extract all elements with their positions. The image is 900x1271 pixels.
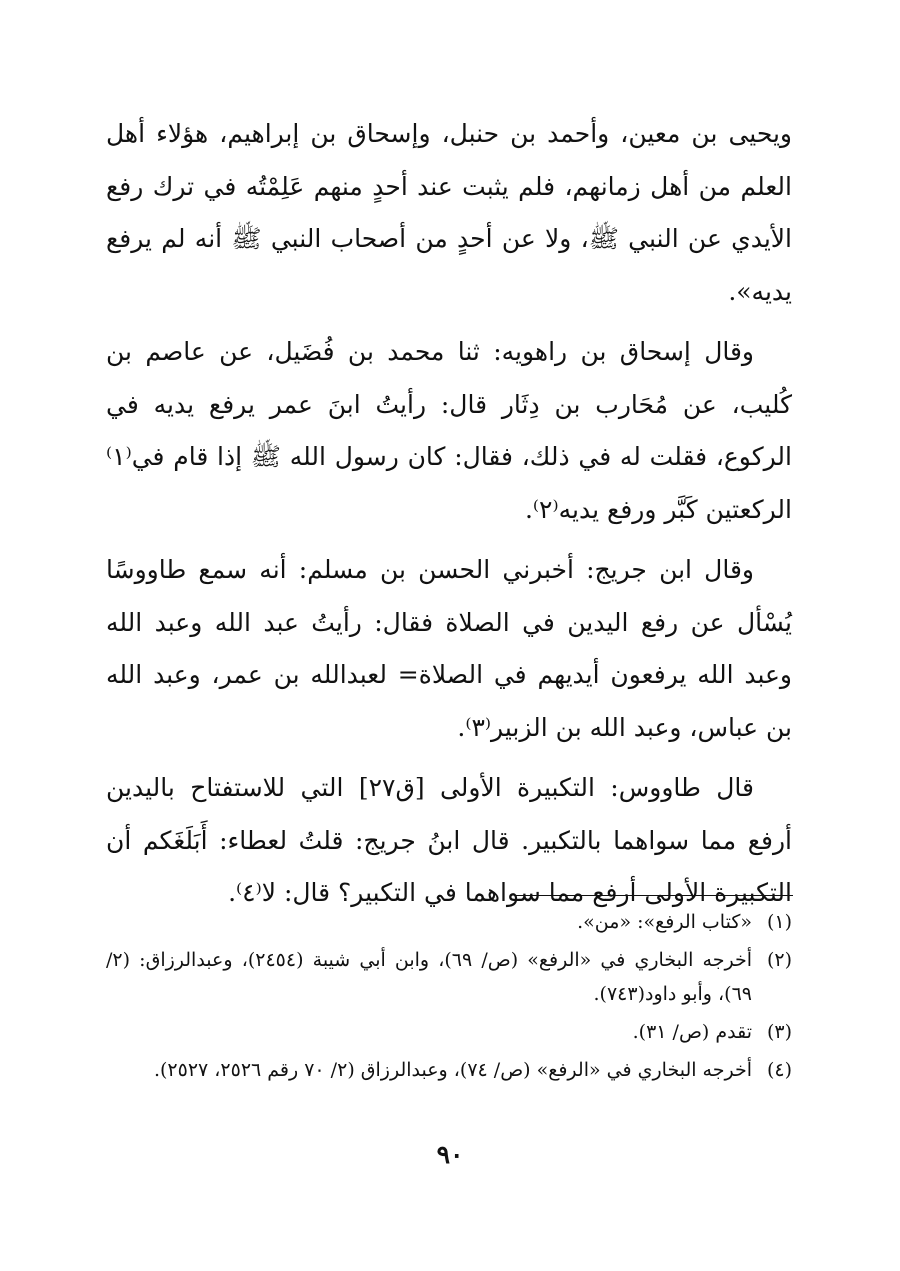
footnote-number: (١) xyxy=(766,911,792,933)
paragraph-2: وقال إسحاق بن راهويه: ثنا محمد بن فُضَيل، عن عاصم بن كُليب، عن مُحَارب بن دِثَار قال: رأيتُ ابنَ عمر يرفع يديه في الركوع، فقلت له في ذلك، فقال: كان رسول الله ﷺ إذا قام في⁽١⁾ الركعتين كَبَّر ورفع يديه⁽٢⁾. xyxy=(106,337,792,524)
footnote-4 xyxy=(106,1053,792,1087)
footnote-text: أخرجه البخاري في «الرفع» (ص/ ٧٤)، وعبدالرزاق (٢/ ٧٠ رقم ٢٥٢٦، ٢٥٢٧). xyxy=(153,1059,752,1081)
footnote-2 xyxy=(106,943,792,1011)
footnote-number: (٣) xyxy=(766,1021,792,1043)
footnote-3 xyxy=(106,1015,792,1049)
main-text xyxy=(106,108,792,928)
paragraph-3: وقال ابن جريج: أخبرني الحسن بن مسلم: أنه سمع طاووسًا يُسْأل عن رفع اليدين في الصلاة فقال: رأيتُ عبد الله وعبد الله وعبد الله يرفعون أيديهم في الصلاة= لعبدالله بن عمر، وعبد الله بن عباس، وعبد الله بن الزبير⁽٣⁾. xyxy=(106,555,792,742)
footnote-text: أخرجه البخاري في «الرفع» (ص/ ٦٩)، وابن أبي شيبة (٢٤٥٤)، وعبدالرزاق: (٢/ ٦٩)، وأبو داود(٧٤٣). xyxy=(106,949,752,1005)
footnotes xyxy=(106,905,792,1091)
paragraph-1: ويحيى بن معين، وأحمد بن حنبل، وإسحاق بن إبراهيم، هؤلاء أهل العلم من أهل زمانهم، فلم يثبت عند أحدٍ منهم عَلِمْتُه في ترك رفع الأيدي عن النبي ﷺ، ولا عن أحدٍ من أصحاب النبي ﷺ أنه لم يرفع يديه». xyxy=(106,119,792,306)
page-number: ٩٠ xyxy=(436,1140,464,1169)
footnote-text: تقدم (ص/ ٣١). xyxy=(632,1021,752,1043)
footnote-number: (٤) xyxy=(766,1059,792,1081)
footnote-text: «كتاب الرفع»: «من». xyxy=(577,911,752,933)
footnote-number: (٢) xyxy=(766,949,792,971)
footnote-1 xyxy=(106,905,792,939)
paragraph-4: قال طاووس: التكبيرة الأولى [ق٢٧] التي للاستفتاح باليدين أرفع مما سواهما بالتكبير. قال ابنُ جريج: قلتُ لعطاء: أَبَلَغَكم أن التكبيرة الأولى أرفع مما سواهما في التكبير؟ قال: لا⁽٤⁾. xyxy=(106,773,792,907)
footnote-divider xyxy=(515,895,793,896)
